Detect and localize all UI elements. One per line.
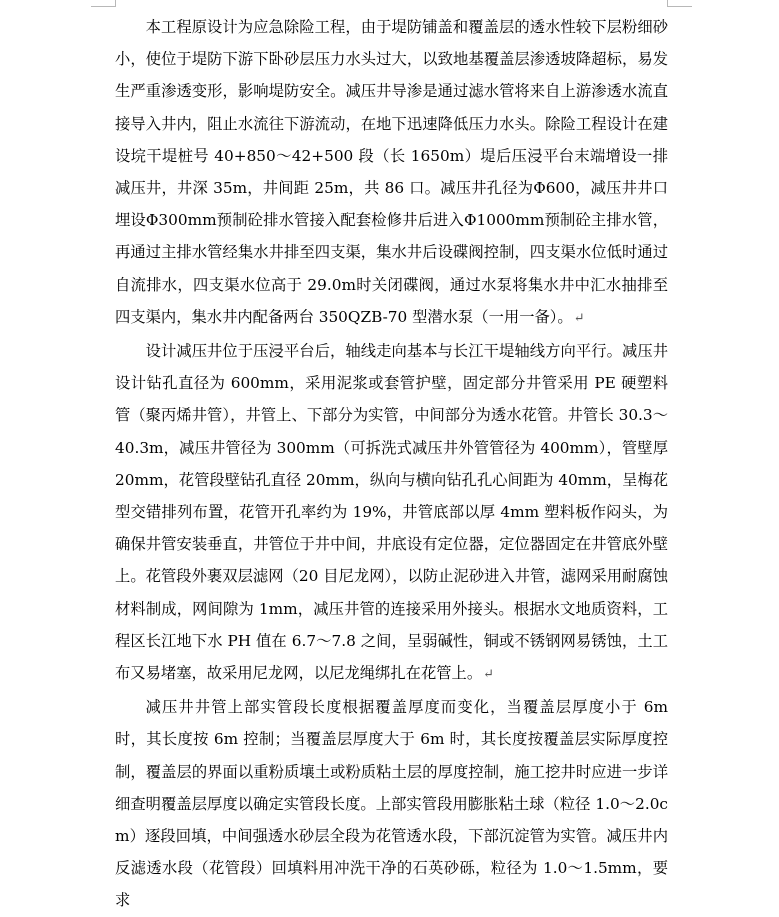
paragraph-text: 本工程原设计为应急除险工程，由于堤防铺盖和覆盖层的透水性较下层粉细砂小，使位于堤防下游下卧砂层压力水头过大，以致地基覆盖层渗透坡降超标，易发生严重渗透变形，影响堤防安全。减压井导渗是通过滤水管将来自上游渗透水流直接导入井内，阻止水流往下游流动，在地下迅速降低压力水头。除险工程设计在建设垸干堤桩号 40+850～42+500 段（长 1650m）堤后压浸平台末端增设一排减压井，井深 35m，井间距 25m，共 86 口。减压井孔径为Φ600，减压井井口埋设Φ300mm预制砼排水管接入配套检修井后进入Φ1000mm预制砼主排水管，再通过主排水管经集水井排至四支渠，集水井后设碟阀控制，四支渠水位低时通过自流排水，四支渠水位高于 29.0m时关闭碟阀，通过水泵将集水井中汇水抽排至四支渠内，集水井内配备两台 350QZB-70 型潜水泵（一用一备）。	[115, 18, 668, 326]
margin-corner-mark-right	[667, 0, 692, 7]
paragraph-2[interactable]	[115, 335, 668, 691]
paragraph-1[interactable]	[115, 11, 668, 335]
document-body[interactable]	[115, 11, 668, 917]
paragraph-mark-icon: ↵	[483, 667, 495, 683]
paragraph-3[interactable]	[115, 691, 668, 916]
paragraph-mark-icon: ↵	[573, 310, 585, 326]
margin-corner-mark-left	[91, 0, 116, 7]
paragraph-text: 设计减压井位于压浸平台后，轴线走向基本与长江干堤轴线方向平行。减压井设计钻孔直径为 600mm，采用泥浆或套管护壁，固定部分井管采用 PE 硬塑料管（聚丙烯井管），井管上、下部分为实管，中间部分为透水花管。井管长 30.3～40.3m，减压井管径为 300mm（可拆洗式减压井外管管径为 400mm），管壁厚 20mm，花管段壁钻孔直径 20mm，纵向与横向钻孔孔心间距为 40mm，呈梅花型交错排列布置，花管开孔率约为 19%，井管底部以厚 4mm 塑料板作闷头，为确保井管安装垂直，井管位于井中间，井底设有定位器，定位器固定在井管底外壁上。花管段外裹双层滤网（20 目尼龙网），以防止泥砂进入井管，滤网采用耐腐蚀材料制成，网间隙为 1mm，减压井管的连接采用外接头。根据水文地质资料，工程区长江地下水 PH 值在 6.7～7.8 之间，呈弱碱性，铜或不锈钢网易锈蚀，土工布又易堵塞，故采用尼龙网，以尼龙绳绑扎在花管上。	[115, 342, 668, 683]
paragraph-text: 减压井井管上部实管段长度根据覆盖厚度而变化，当覆盖层厚度小于 6m 时，其长度按 6m 控制；当覆盖层厚度大于 6m 时，其长度按覆盖层实际厚度控制，覆盖层的界面以重粉质壤土或粉质粘土层的厚度控制，施工挖井时应进一步详细查明覆盖层厚度以确定实管段长度。上部实管段用膨胀粘土球（粒径 1.0～2.0cm）逐段回填，中间强透水砂层全段为花管透水段，下部沉淀管为实管。减压井内反滤透水段（花管段）回填料用冲洗干净的石英砂砾，粒径为 1.0～1.5mm，要求	[115, 698, 668, 910]
